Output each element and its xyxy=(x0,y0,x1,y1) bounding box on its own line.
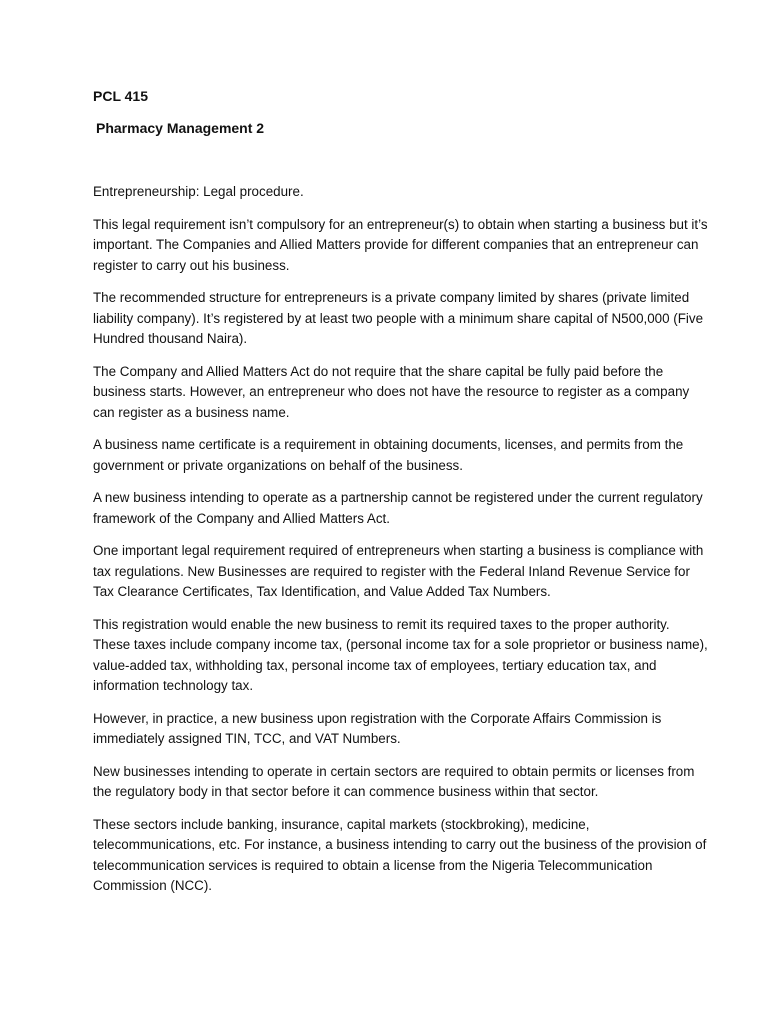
paragraph: The recommended structure for entrepreneurs is a private company limited by shares (private limited liability company). It’s registered by at least two people with a minimum share capital of N500,000 (Five Hundred thousand Naira). xyxy=(93,290,704,346)
document-body xyxy=(93,182,710,897)
course-code: PCL 415 xyxy=(93,88,148,104)
course-title: Pharmacy Management 2 xyxy=(96,120,265,136)
section-heading: Entrepreneurship: Legal procedure. xyxy=(93,184,304,199)
paragraph: A new business intending to operate as a partnership cannot be registered under the current regulatory framework of the Company and Allied Matters Act. xyxy=(93,490,703,526)
paragraph: However, in practice, a new business upon registration with the Corporate Affairs Commission is immediately assigned TIN, TCC, and VAT Numbers. xyxy=(93,710,662,746)
paragraph: This registration would enable the new business to remit its required taxes to the proper authority. These taxes include company income tax, (personal income tax for a sole proprietor or business name), value-added tax, withholding tax, personal income tax of employees, tertiary education tax, and information technology tax. xyxy=(93,616,708,693)
paragraph: One important legal requirement required of entrepreneurs when starting a business is compliance with tax regulations. New Businesses are required to register with the Federal Inland Revenue Service for Tax Clearance Certificates, Tax Identification, and Value Added Tax Numbers. xyxy=(93,543,704,599)
paragraph: The Company and Allied Matters Act do not require that the share capital be fully paid before the business starts. However, an entrepreneur who does not have the resource to register as a company can register as a business name. xyxy=(93,363,690,420)
paragraph: This legal requirement isn’t compulsory for an entrepreneur(s) to obtain when starting a business but it’s important. The Companies and Allied Matters provide for different companies that an entrepreneur can register to carry out his business. xyxy=(93,216,708,273)
paragraph: A business name certificate is a requirement in obtaining documents, licenses, and permits from the government or private organizations on behalf of the business. xyxy=(93,437,684,473)
paragraph: These sectors include banking, insurance, capital markets (stockbroking), medicine, telecommunications, etc. For instance, a business intending to carry out the business of the provision of telecommunication services is required to obtain a license from the Nigeria Telecommunication Commission (NCC). xyxy=(93,816,707,893)
paragraph: New businesses intending to operate in certain sectors are required to obtain permits or licenses from the regulatory body in that sector before it can commence business within that sector. xyxy=(93,763,695,799)
